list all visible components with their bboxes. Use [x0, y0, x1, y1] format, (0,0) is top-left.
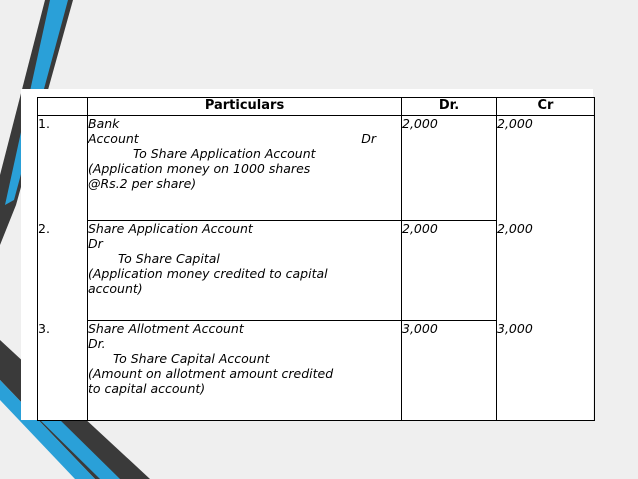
- debit-account: Share Application Account: [88, 221, 253, 236]
- header-particulars: Particulars: [88, 98, 402, 116]
- table-header-row: [38, 98, 595, 116]
- narration-line-2: to capital account): [88, 381, 206, 396]
- header-dr: Dr.: [402, 98, 497, 116]
- narration-line-2: account): [88, 281, 143, 296]
- header-number: [38, 98, 88, 116]
- table-row: [38, 221, 595, 321]
- cr-amount: 2,000: [497, 116, 595, 221]
- narration-line-2: @Rs.2 per share): [88, 176, 197, 191]
- debit-account-line: [88, 131, 401, 146]
- dr-amount: 2,000: [402, 221, 497, 321]
- narration-line-1: (Application money on 1000 shares: [88, 161, 311, 176]
- credit-account: To Share Capital Account: [113, 351, 270, 366]
- dr-amount: 2,000: [402, 116, 497, 221]
- header-cr: Cr: [497, 98, 595, 116]
- debit-account: Bank: [88, 116, 120, 131]
- dr-marker: Dr: [88, 236, 103, 251]
- credit-account: To Share Application Account: [133, 146, 316, 161]
- narration-line-1: (Application money credited to capital: [88, 266, 328, 281]
- entry-number: 3.: [38, 321, 88, 421]
- debit-account: Share Allotment Account: [88, 321, 244, 336]
- entry-particulars: [88, 321, 402, 421]
- dr-marker: Dr: [361, 131, 376, 146]
- entry-particulars: [88, 116, 402, 221]
- journal-sheet: [21, 89, 593, 420]
- table-row: [38, 321, 595, 421]
- table-row: [38, 116, 595, 221]
- entry-particulars: [88, 221, 402, 321]
- entry-number: 2.: [38, 221, 88, 321]
- journal-entries-table: [37, 97, 595, 421]
- entry-number: 1.: [38, 116, 88, 221]
- cr-amount: 3,000: [497, 321, 595, 421]
- debit-account-cont: Account: [88, 131, 139, 146]
- dr-marker: Dr.: [88, 336, 106, 351]
- cr-amount: 2,000: [497, 221, 595, 321]
- narration-line-1: (Amount on allotment amount credited: [88, 366, 334, 381]
- credit-account: To Share Capital: [118, 251, 220, 266]
- dr-amount: 3,000: [402, 321, 497, 421]
